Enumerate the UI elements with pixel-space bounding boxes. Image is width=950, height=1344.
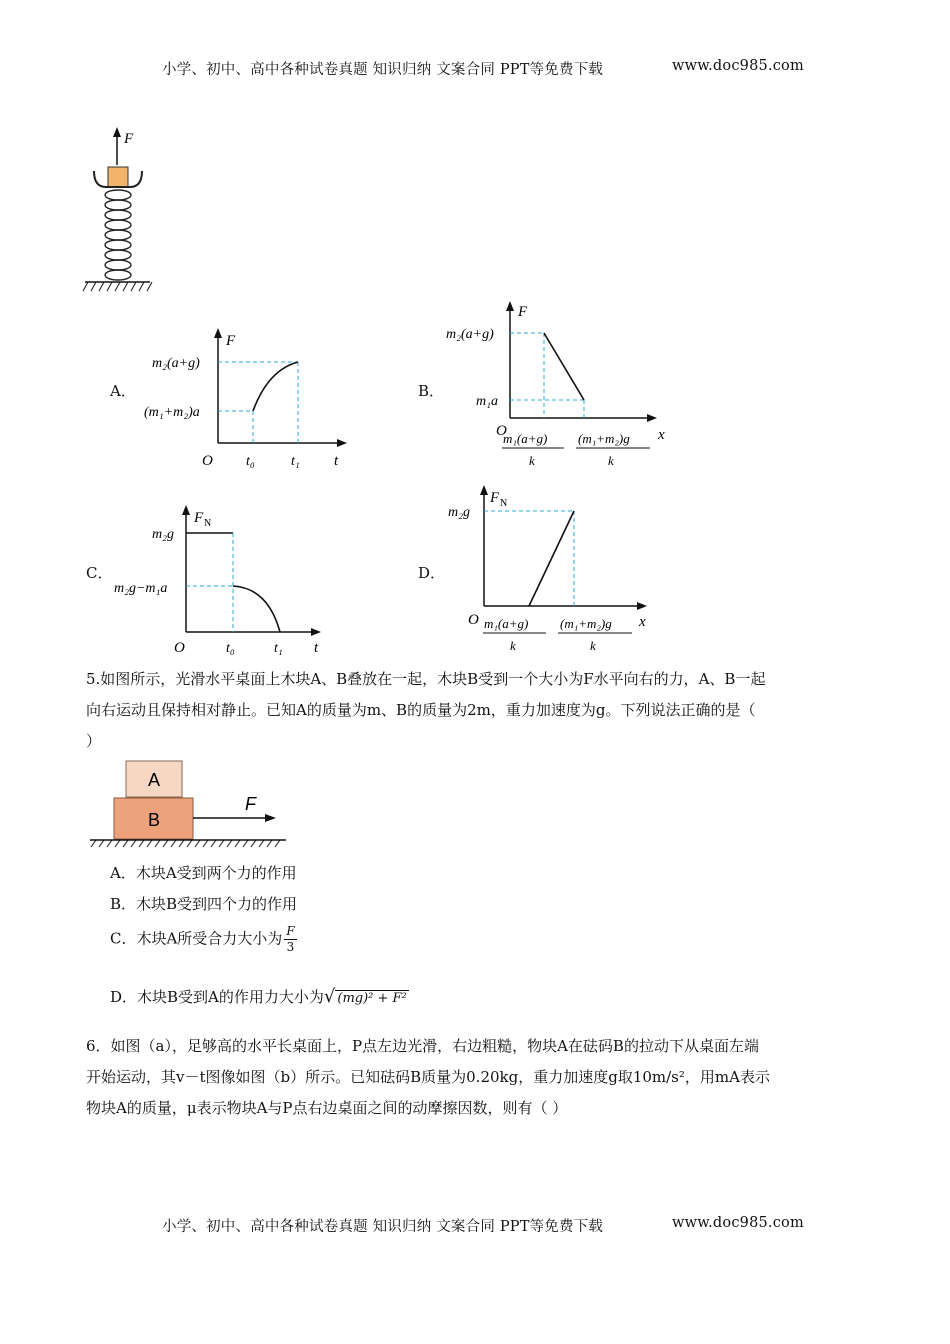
graph-b-x1-denominator: k [529, 453, 535, 468]
graph-b [440, 298, 680, 478]
q5-option-c-text: C．木块A所受合力大小为 [110, 929, 283, 948]
graph-d-x1-denominator: k [510, 638, 516, 653]
q5-option-c-denominator: 3 [286, 940, 295, 954]
block-b-label: B [147, 810, 161, 830]
graph-d-y-axis-label: F [490, 490, 500, 506]
spring-force-label: F [124, 131, 134, 147]
footer-site-link[interactable]: www.doc985.com [672, 1215, 804, 1231]
graph-a-x-axis-label: t [334, 453, 339, 469]
q5-option-a[interactable]: A．木块A受到两个力的作用 [110, 864, 297, 882]
graph-b-x2-denominator: k [608, 453, 614, 468]
question-6-line-1: 6．如图（a），足够高的水平长桌面上，P点左边光滑，右边粗糙，物块A在砝码B的拉动下从桌面左端 [86, 1037, 759, 1055]
graph-c-x1-label: t₀ [226, 641, 235, 655]
q5-option-d[interactable] [110, 986, 409, 1007]
sqrt-icon: √ [323, 986, 336, 1007]
graph-c-y-low-label: m₂g−m₁a [114, 581, 168, 596]
graph-d-x2-numerator: (m₁+m₂)g [560, 616, 612, 631]
question-5-line-1: 5.如图所示，光滑水平桌面上木块A、B叠放在一起，木块B受到一个大小为F水平向右的力，A、B一起 [86, 670, 766, 688]
graph-c-y-axis-subscript: N [204, 518, 212, 529]
question-5-figure [88, 758, 298, 848]
question-5 [86, 664, 886, 757]
graph-b-x1-numerator: m₁(a+g) [503, 431, 548, 446]
q5-option-b[interactable]: B．木块B受到四个力的作用 [110, 895, 298, 913]
header-banner: 小学、初中、高中各种试卷真题 知识归纳 文案合同 PPT等免费下载 [162, 62, 604, 78]
graph-d [440, 480, 680, 660]
question-5-line-2: 向右运动且保持相对静止。已知A的质量为m、B的质量为2m，重力加速度为g。下列说法正确的是（ [86, 701, 756, 719]
q5-option-c[interactable] [110, 924, 297, 955]
graph-b-y-low-label: m₁a [476, 394, 498, 409]
graph-c [108, 500, 338, 655]
graph-a [140, 325, 360, 475]
q5-option-d-radicand: (mg)² + F² [337, 991, 407, 1006]
graph-d-x1-numerator: m₁(a+g) [484, 616, 529, 631]
graph-d-y-axis-subscript: N [500, 498, 508, 509]
graph-c-x-axis-label: t [314, 640, 319, 655]
option-a-label: A． [110, 382, 136, 400]
q5-option-c-numerator: F [286, 924, 295, 938]
graph-c-origin: O [174, 640, 185, 655]
graph-b-y-top-label: m₂(a+g) [446, 327, 494, 342]
graph-c-y-axis-label: F [194, 510, 204, 526]
graph-b-x-axis-label: x [658, 427, 665, 443]
graph-d-x-axis-label: x [639, 614, 646, 630]
graph-b-origin: O [496, 423, 507, 439]
block-a-label: A [147, 770, 161, 790]
graph-c-x2-label: t₁ [274, 641, 283, 655]
question-6-line-2: 开始运动，其v－t图像如图（b）所示。已知砝码B质量为0.20kg，重力加速度g取10m/s²，用mA表示 [86, 1068, 770, 1086]
header-site-link[interactable]: www.doc985.com [672, 58, 804, 74]
graph-a-y-low-label: (m₁+m₂)a [144, 405, 200, 420]
graph-d-y-top-label: m₂g [448, 505, 470, 520]
option-b-label: B． [418, 382, 445, 400]
question-5-line-3: ） [86, 732, 102, 750]
question-6-line-3: 物块A的质量，μ表示物块A与P点右边桌面之间的动摩擦因数，则有（ ） [86, 1099, 568, 1117]
graph-a-x1-label: t₀ [246, 454, 255, 469]
graph-a-y-axis-label: F [226, 333, 236, 349]
option-c-label: C． [86, 564, 113, 582]
force-f-label: F [245, 794, 256, 814]
graph-b-y-axis-label: F [518, 304, 528, 320]
footer-banner: 小学、初中、高中各种试卷真题 知识归纳 文案合同 PPT等免费下载 [162, 1219, 604, 1235]
question-6 [86, 1031, 886, 1124]
graph-d-x2-denominator: k [590, 638, 596, 653]
q5-option-d-text: D．木块B受到A的作用力大小为 [110, 988, 324, 1006]
graph-a-y-top-label: m₂(a+g) [152, 356, 200, 371]
graph-c-y-top-label: m₂g [152, 527, 174, 542]
option-d-label: D． [418, 564, 446, 582]
q5-option-c-fraction [284, 924, 296, 955]
graph-a-origin: O [202, 453, 213, 469]
graph-d-origin: O [468, 612, 479, 628]
spring-figure [80, 125, 170, 295]
graph-a-x2-label: t₁ [291, 454, 300, 469]
graph-b-x2-numerator: (m₁+m₂)g [578, 431, 630, 446]
